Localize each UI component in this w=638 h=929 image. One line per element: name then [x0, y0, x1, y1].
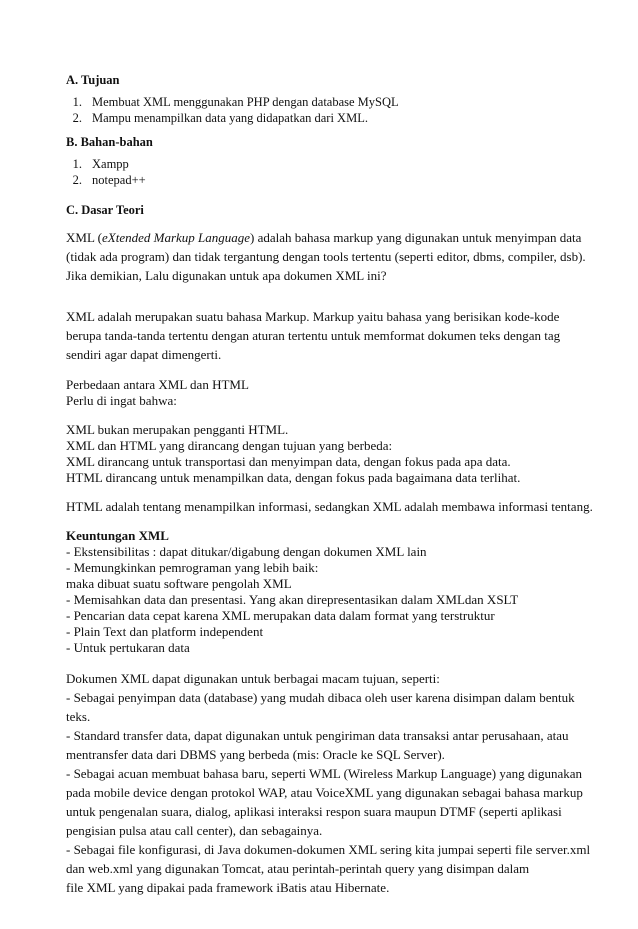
- facts-paragraph: XML bukan merupakan pengganti HTML. XML dan HTML yang dirancang dengan tujuan yang berbeda: XML dirancang untuk transportasi dan menyimpan data, dengan fokus pada apa data. HTML dirancang untuk menampilkan data, dengan fokus pada bagaimana data terlihat.: [66, 422, 521, 485]
- section-b-heading: B. Bahan-bahan: [66, 135, 153, 149]
- xml-expansion: eXtended Markup Language: [102, 230, 251, 245]
- intro-paragraph: XML (eXtended Markup Language) adalah bahasa markup yang digunakan untuk menyimpan data (tidak ada program) dan tidak tergantung dengan tools tertentu (seperti editor, dbms, compiler, dsb). Jika demikian, Lalu digunakan untuk apa dokumen XML ini?: [66, 230, 586, 283]
- xml-definition-paragraph: XML adalah merupakan suatu bahasa Markup. Markup yaitu bahasa yang berisikan kode-kode berupa tanda-tanda tertentu dengan aturan tertentu untuk memformat dokumen teks dengan tag sendiri agar dapat dimengerti.: [66, 309, 561, 362]
- list-item: 1. Xampp: [72, 157, 129, 171]
- list-item: 2. notepad++: [72, 173, 146, 187]
- summary-paragraph: HTML adalah tentang menampilkan informasi, sedangkan XML adalah membawa informasi tentang.: [66, 499, 593, 514]
- section-c-heading: C. Dasar Teori: [66, 203, 144, 217]
- section-a-heading: A. Tujuan: [66, 73, 120, 87]
- section-a-list: [66, 94, 606, 126]
- kegunaan-paragraph: Dokumen XML dapat digunakan untuk berbagai macam tujuan, seperti: - Sebagai penyimpan data (database) yang mudah dibaca oleh user karena disimpan dalam bentuk teks. - Standard transfer data, dapat digunakan untuk pengiriman data transaksi antar perusahaan, atau mentransfer data dari DBMS yang berbeda (mis: Oracle ke SQL Server). - Sebagai acuan membuat bahasa baru, seperti WML (Wireless Markup Language) yang digunakan pada mobile device dengan protokol WAP, atau VoiceXML yang digunakan sebagai bahasa markup untuk pengenalan suara, dialog, aplikasi interaksi respon suara maupun DTMF (seperti aplikasi pengisian pulsa atau call center), dan sebagainya. - Sebagai file konfigurasi, di Java dokumen-dokumen XML sering kita jumpai seperti file server.xml dan web.xml yang digunakan Tomcat, atau perintah-perintah query yang disimpan dalam file XML yang dipakai pada framework iBatis atau Hibernate.: [66, 671, 591, 895]
- section-b-list: [66, 156, 606, 188]
- document-content: [66, 72, 606, 897]
- keuntungan-heading: Keuntungan XML: [66, 528, 169, 543]
- perbedaan-paragraph: Perbedaan antara XML dan HTML Perlu di ingat bahwa:: [66, 377, 249, 408]
- list-item: 2. Mampu menampilkan data yang didapatkan dari XML.: [72, 111, 368, 125]
- list-item: 1. Membuat XML menggunakan PHP dengan database MySQL: [72, 95, 399, 109]
- keuntungan-list: - Ekstensibilitas : dapat ditukar/digabung dengan dokumen XML lain - Memungkinkan pemrograman yang lebih baik: maka dibuat suatu software pengolah XML - Memisahkan data dan presentasi. Yang akan direpresentasikan dalam XMLdan XSLT - Pencarian data cepat karena XML merupakan data dalam format yang terstruktur - Plain Text dan platform independent - Untuk pertukaran data: [66, 544, 519, 655]
